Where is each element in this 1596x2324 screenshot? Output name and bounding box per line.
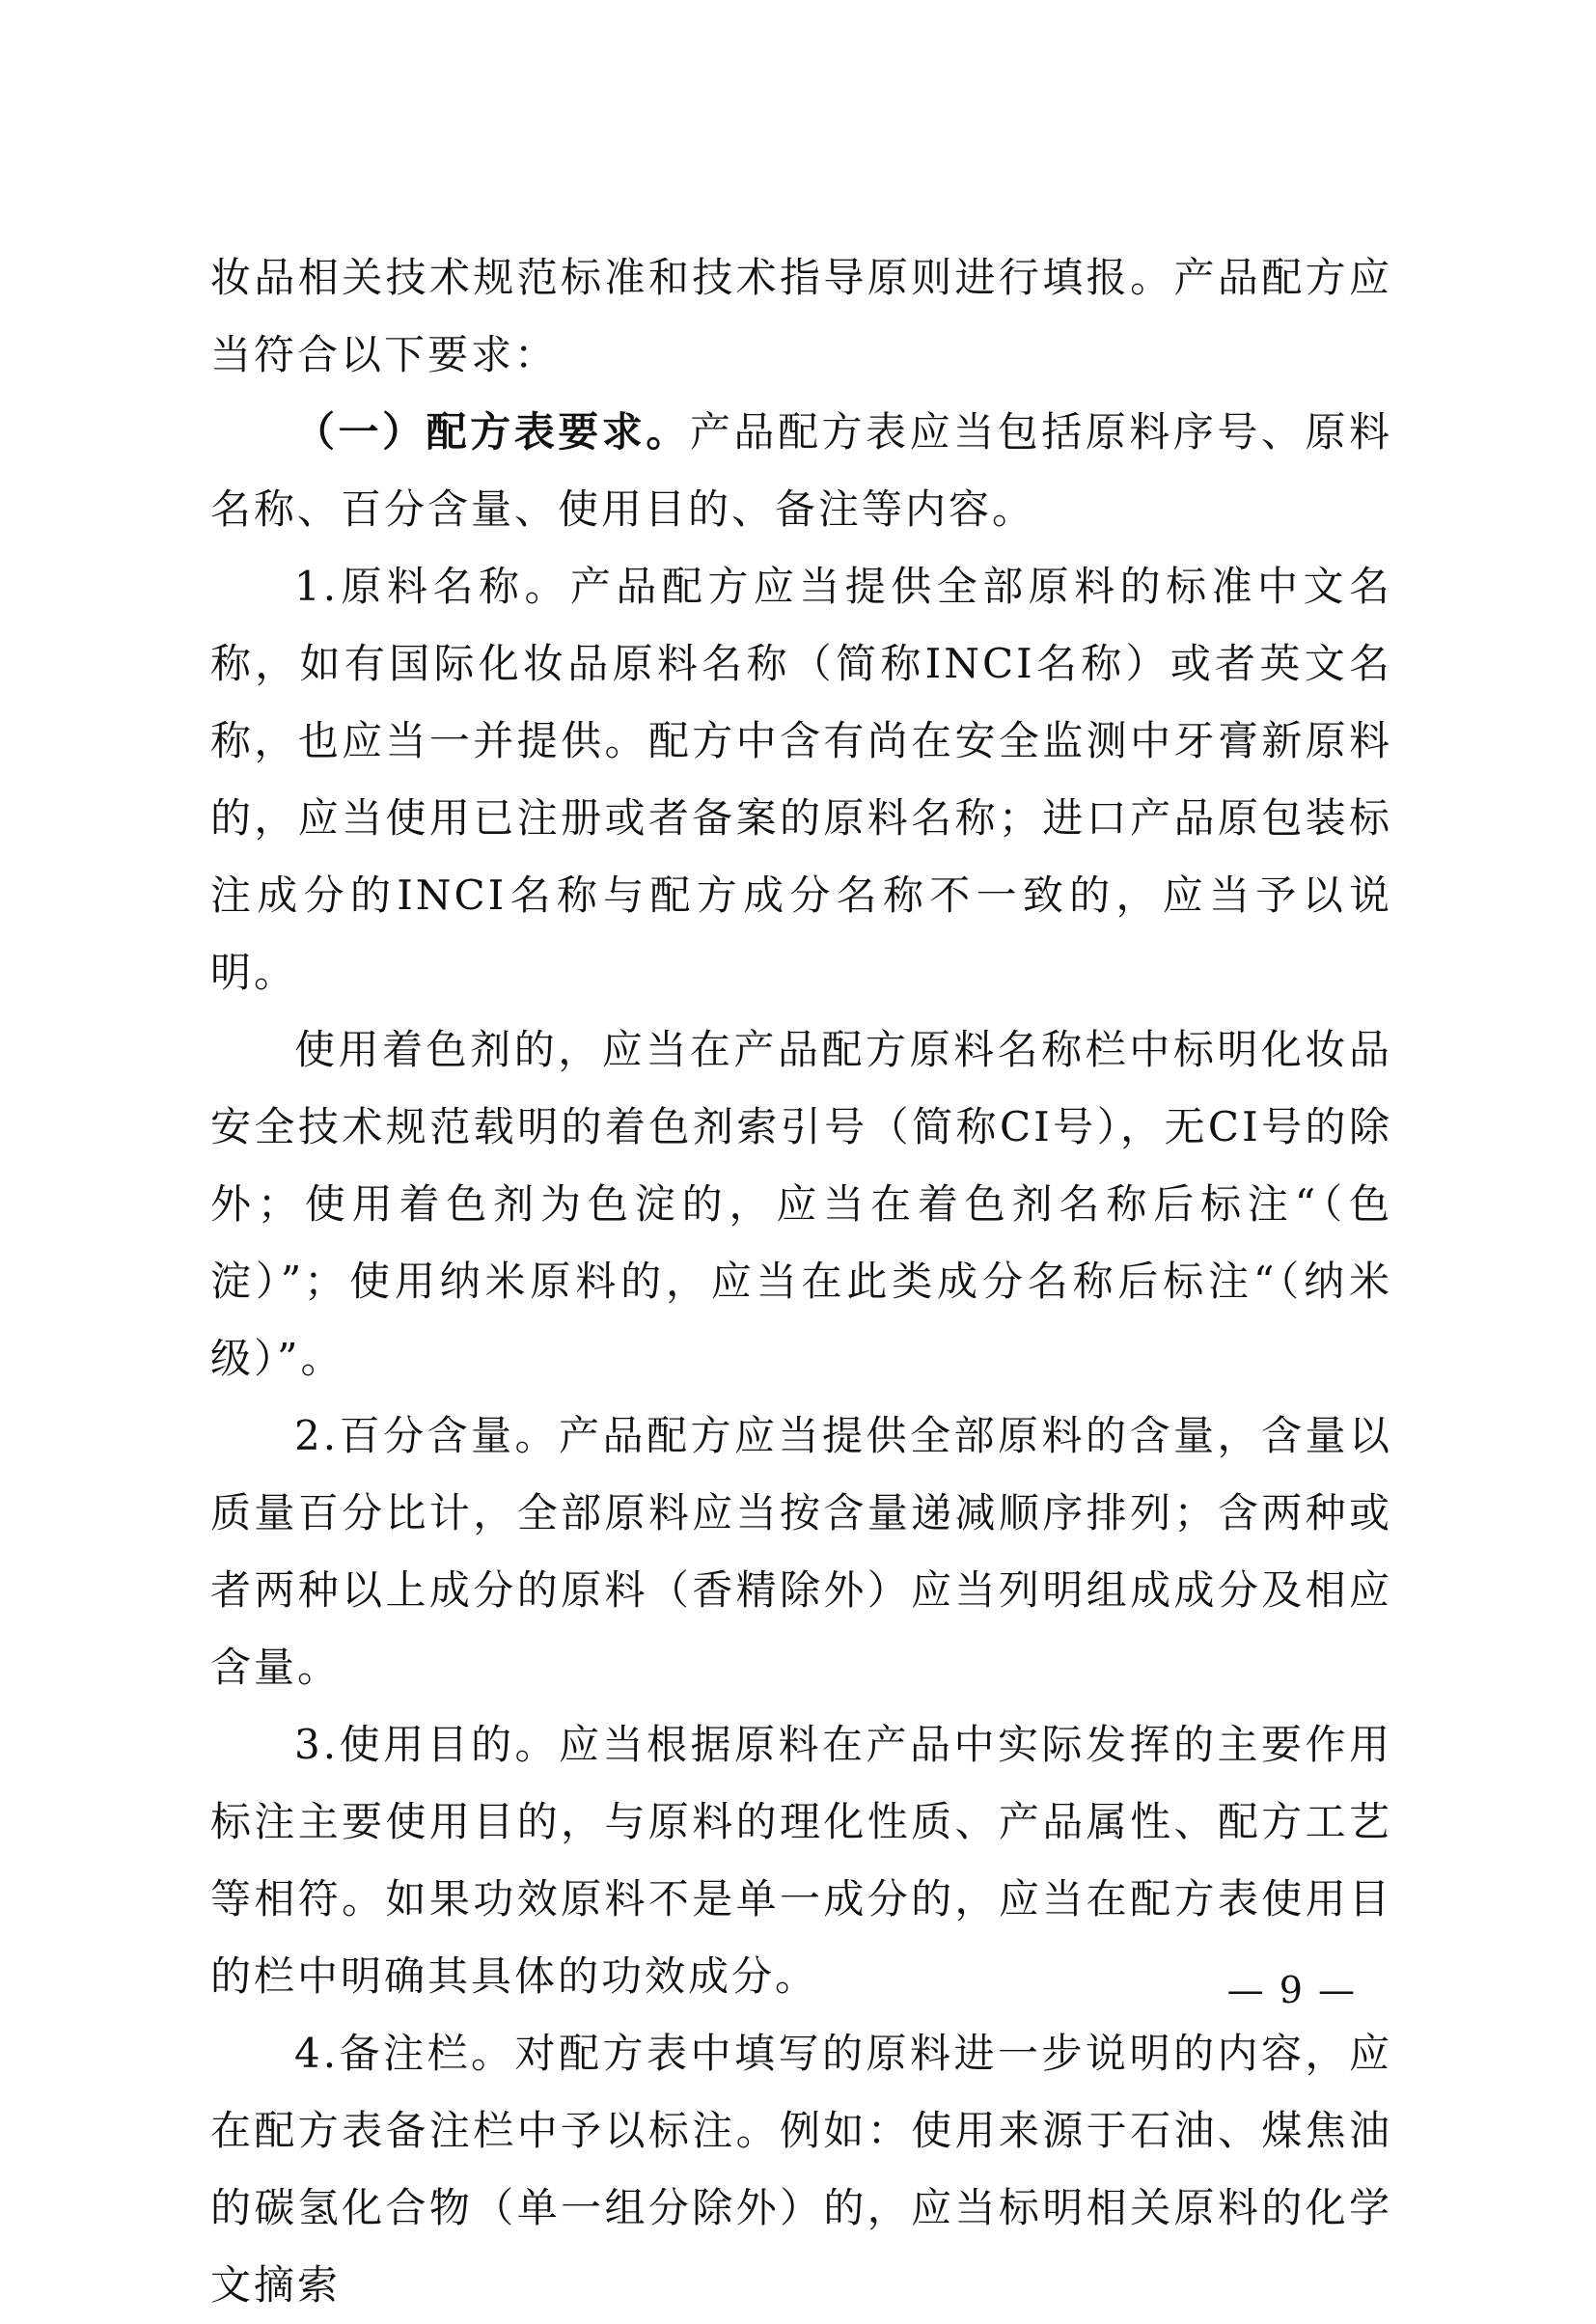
paragraph-raw-material-name	[210, 548, 1392, 1011]
paragraph-continuation	[210, 239, 1392, 394]
paragraph-text: 4.备注栏。对配方表中填写的原料进一步说明的内容，应在配方表备注栏中予以标注。例如：使用来源于石油、煤焦油的碳氢化合物（单一组分除外）的，应当标明相关原料的化学文摘索	[210, 2030, 1392, 2309]
paragraph-remarks-column	[210, 2015, 1392, 2324]
paragraph-text: 2.百分含量。产品配方应当提供全部原料的含量，含量以质量百分比计，全部原料应当按含量递减顺序排列；含两种或者两种以上成分的原料（香精除外）应当列明组成成分及相应含量。	[210, 1412, 1392, 1691]
paragraph-text: 产品配方表应当包括原料序号、原料名称、百分含量、使用目的、备注等内容。	[210, 408, 1392, 533]
paragraph-percentage-content	[210, 1397, 1392, 1706]
section-heading: （一）配方表要求。	[294, 408, 690, 456]
paragraph-text: 1.原料名称。产品配方应当提供全部原料的标准中文名称，如有国际化妆品原料名称（简称INCI名称）或者英文名称，也应当一并提供。配方中含有尚在安全监测中牙膏新原料的，应当使用已注册或者备案的原料名称；进口产品原包装标注成分的INCI名称与配方成分名称不一致的，应当予以说明。	[210, 563, 1392, 996]
paragraph-text: 妆品相关技术规范标准和技术指导原则进行填报。产品配方应当符合以下要求：	[210, 254, 1392, 378]
paragraph-text: 3.使用目的。应当根据原料在产品中实际发挥的主要作用标注主要使用目的，与原料的理化性质、产品属性、配方工艺等相符。如果功效原料不是单一成分的，应当在配方表使用目的栏中明确其具体的功效成分。	[210, 1721, 1392, 2000]
paragraph-colorants	[210, 1011, 1392, 1397]
paragraph-text: 使用着色剂的，应当在产品配方原料名称栏中标明化妆品安全技术规范载明的着色剂索引号（简称CI号），无CI号的除外；使用着色剂为色淀的，应当在着色剂名称后标注“（色淀）”；使用纳米原料的，应当在此类成分名称后标注“（纳米级）”。	[210, 1026, 1392, 1382]
page-number: — 9 —	[1226, 1969, 1357, 2011]
paragraph-formula-table-requirements	[210, 394, 1392, 548]
paragraph-purpose-of-use	[210, 1706, 1392, 2015]
body-text	[210, 239, 1392, 2324]
